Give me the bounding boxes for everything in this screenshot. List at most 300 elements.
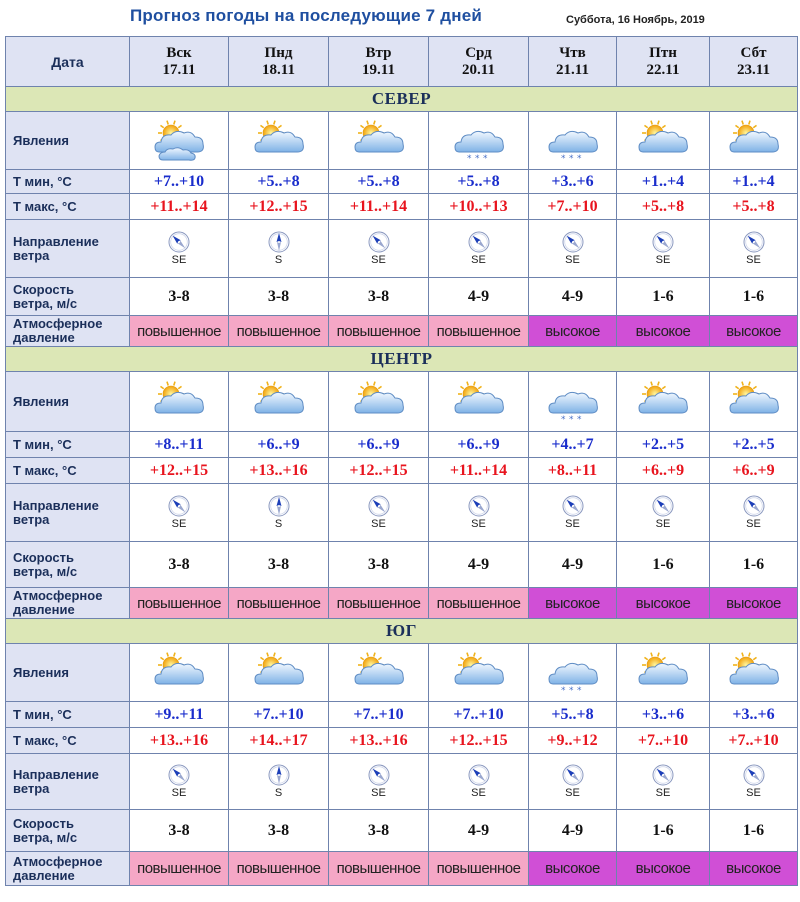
wind-speed-label [6, 810, 130, 852]
phenomena-cell [529, 112, 617, 170]
tmax-row [6, 194, 798, 220]
tmax-value: +12..+15 [429, 728, 529, 754]
day-date: 23.11 [737, 61, 770, 78]
wind-direction-value: SE [565, 787, 580, 799]
wind-direction-label [6, 220, 130, 278]
wind-compass-icon [168, 231, 190, 253]
pressure-value: повышенное [130, 588, 229, 619]
wind-direction-value: SE [471, 254, 486, 266]
wind-direction-box [429, 231, 528, 266]
wind-direction-box [130, 495, 228, 530]
wind-direction-value: SE [655, 787, 671, 799]
wind-direction-box [329, 495, 428, 530]
wind-direction-box [529, 764, 616, 799]
region-row [6, 87, 798, 112]
phenomena-row [6, 644, 798, 702]
wind-speed-value: 1-6 [617, 810, 710, 852]
sun-cloud-icon [724, 379, 784, 425]
phenomena-row [6, 112, 798, 170]
wind-compass-icon [468, 231, 490, 253]
tmax-value: +7..+10 [710, 728, 798, 754]
wind-speed-value: 4-9 [529, 542, 617, 588]
pressure-label-text: давление [13, 330, 75, 345]
tmin-label [6, 702, 130, 728]
svg-text:*: * [568, 414, 573, 425]
wind-direction-cell [710, 484, 798, 542]
tmin-value: +9..+11 [130, 702, 229, 728]
tmin-row [6, 432, 798, 458]
phenomena-cell [710, 644, 798, 702]
phenomena-cell [229, 644, 329, 702]
wind-direction-label [6, 754, 130, 810]
wind-direction-cell [130, 220, 229, 278]
phenomena-cell [429, 644, 529, 702]
wind-speed-value: 4-9 [429, 542, 529, 588]
wind-direction-value: SE [746, 254, 761, 266]
wind-speed-value: 1-6 [617, 278, 710, 316]
wind-direction-row [6, 754, 798, 810]
header-row [6, 37, 798, 87]
tmax-label [6, 728, 130, 754]
phenomena-label [6, 644, 130, 702]
wind-direction-cell [229, 220, 329, 278]
pressure-value: повышенное [329, 588, 429, 619]
wind-speed-value: 4-9 [429, 810, 529, 852]
svg-text:*: * [576, 685, 581, 696]
wind-direction-cell [229, 484, 329, 542]
tmax-value: +13..+16 [329, 728, 429, 754]
phenomena-cell [429, 112, 529, 170]
tmax-label [6, 194, 130, 220]
wind-speed-value: 3-8 [229, 542, 329, 588]
wind-speed-value: 3-8 [229, 278, 329, 316]
wind-direction-value: SE [565, 518, 580, 530]
wind-speed-value: 1-6 [710, 542, 798, 588]
cloud-snow-icon [449, 118, 509, 164]
phenomena-cell [130, 372, 229, 432]
day-header [229, 37, 329, 87]
cloud-snow-icon [543, 650, 603, 696]
wind-direction-value: SE [171, 518, 187, 530]
pressure-label [6, 316, 130, 347]
pressure-value: повышенное [229, 316, 329, 347]
pressure-value: повышенное [429, 316, 529, 347]
tmin-value: +7..+10 [329, 702, 429, 728]
sun-cloud-icon [349, 118, 409, 164]
pressure-label-text: Атмосферное [13, 316, 103, 331]
tmax-value: +9..+12 [529, 728, 617, 754]
pressure-value: высокое [710, 852, 798, 886]
wind-direction-box [710, 764, 797, 799]
wind-direction-box [329, 764, 428, 799]
sun-cloud-icon [724, 118, 784, 164]
wind-compass-icon [468, 764, 490, 786]
wind-speed-label-text: ветра, м/с [13, 295, 78, 311]
tmin-value: +6..+9 [329, 432, 429, 458]
tmin-value: +6..+9 [429, 432, 529, 458]
sun-cloud-icon [633, 379, 693, 425]
sun-cloud-icon [149, 650, 209, 696]
tmin-value: +1..+4 [617, 170, 710, 194]
phenomena-cell [329, 112, 429, 170]
wind-direction-value: SE [655, 518, 671, 530]
tmax-row [6, 458, 798, 484]
wind-speed-row [6, 542, 798, 588]
pressure-value: повышенное [329, 316, 429, 347]
day-name: Сбт [740, 44, 767, 61]
wind-compass-icon [743, 495, 765, 517]
wind-direction-box [710, 495, 797, 530]
wind-direction-value: SE [371, 787, 386, 799]
day-date: 20.11 [462, 61, 495, 78]
wind-direction-cell [329, 220, 429, 278]
day-name: Птн [649, 44, 677, 61]
svg-text:*: * [576, 153, 581, 164]
tmax-value: +6..+9 [617, 458, 710, 484]
sun-cloud-icon [149, 379, 209, 425]
wind-speed-value: 3-8 [329, 810, 429, 852]
wind-speed-label [6, 278, 130, 316]
wind-direction-cell [617, 484, 710, 542]
sun-cloud-icon [633, 650, 693, 696]
wind-speed-value: 3-8 [130, 810, 229, 852]
wind-direction-value: SE [471, 518, 486, 530]
pressure-row [6, 852, 798, 886]
region-title: ЦЕНТР [6, 347, 798, 372]
pressure-value: высокое [617, 588, 710, 619]
tmax-value: +11..+14 [329, 194, 429, 220]
wind-speed-value: 3-8 [329, 542, 429, 588]
page-title: Прогноз погоды на последующие 7 дней [130, 6, 483, 25]
wind-direction-cell [429, 484, 529, 542]
wind-direction-value: S [274, 518, 283, 530]
wind-direction-box [429, 495, 528, 530]
cloud-snow-icon [543, 379, 603, 425]
pressure-label-text: Атмосферное [13, 853, 103, 869]
wind-direction-label-text: ветра [13, 780, 50, 796]
wind-compass-icon [562, 231, 584, 253]
phenomena-label-text: Явления [13, 132, 69, 148]
wind-speed-value: 3-8 [130, 278, 229, 316]
phenomena-cell [710, 372, 798, 432]
tmax-value: +6..+9 [710, 458, 798, 484]
wind-direction-box [529, 495, 616, 530]
pressure-row [6, 316, 798, 347]
tmin-value: +5..+8 [229, 170, 329, 194]
wind-direction-label-text: Направление [13, 766, 99, 782]
svg-text:*: * [482, 153, 487, 164]
current-date: Суббота, 16 Ноябрь, 2019 [566, 14, 705, 26]
tmax-label-text: Т макс, °С [13, 732, 77, 748]
pressure-value: повышенное [130, 316, 229, 347]
tmin-value: +8..+11 [130, 432, 229, 458]
wind-direction-cell [329, 754, 429, 810]
wind-direction-box [617, 495, 709, 530]
wind-direction-value: S [274, 254, 283, 266]
wind-direction-cell [617, 220, 710, 278]
sun-cloud-heavy-icon [149, 118, 209, 164]
wind-direction-label-text: Направление [13, 233, 99, 249]
wind-direction-cell [710, 220, 798, 278]
wind-speed-label-text: Скорость [13, 549, 74, 565]
wind-direction-box [617, 231, 709, 266]
wind-compass-icon [652, 764, 674, 786]
phenomena-cell [617, 112, 710, 170]
wind-direction-value: SE [746, 787, 761, 799]
tmax-value: +8..+11 [529, 458, 617, 484]
pressure-value: повышенное [130, 852, 229, 886]
wind-direction-value: S [274, 787, 283, 799]
tmax-value: +12..+15 [130, 458, 229, 484]
svg-text:*: * [568, 153, 573, 164]
tmax-label-text: Т макс, °С [13, 462, 77, 478]
phenomena-cell [429, 372, 529, 432]
tmax-value: +5..+8 [710, 194, 798, 220]
phenomena-cell [229, 372, 329, 432]
tmax-value: +11..+14 [130, 194, 229, 220]
region-title: ЮГ [6, 619, 798, 644]
wind-direction-box [329, 231, 428, 266]
sun-cloud-icon [449, 650, 509, 696]
cloud-snow-icon [543, 118, 603, 164]
wind-compass-icon [368, 231, 390, 253]
svg-text:*: * [576, 414, 581, 425]
wind-direction-box [229, 495, 328, 530]
wind-direction-value: SE [171, 254, 187, 266]
wind-direction-cell [529, 484, 617, 542]
tmin-value: +3..+6 [617, 702, 710, 728]
day-name: Вск [166, 44, 192, 61]
tmin-value: +5..+8 [329, 170, 429, 194]
wind-speed-label [6, 542, 130, 588]
wind-direction-box [710, 231, 797, 266]
pressure-value: высокое [529, 316, 617, 347]
tmax-label [6, 458, 130, 484]
day-header [429, 37, 529, 87]
pressure-value: высокое [529, 852, 617, 886]
pressure-value: повышенное [429, 852, 529, 886]
wind-direction-cell [529, 754, 617, 810]
tmin-value: +3..+6 [710, 702, 798, 728]
pressure-value: высокое [617, 852, 710, 886]
tmin-value: +5..+8 [429, 170, 529, 194]
phenomena-row [6, 372, 798, 432]
wind-direction-cell [529, 220, 617, 278]
wind-speed-label-text: ветра, м/с [13, 563, 78, 579]
sun-cloud-icon [249, 379, 309, 425]
phenomena-label-text: Явления [13, 393, 69, 409]
tmin-label [6, 170, 130, 194]
tmax-value: +13..+16 [229, 458, 329, 484]
forecast-table [5, 36, 798, 886]
date-header-label: Дата [6, 37, 130, 87]
day-header [617, 37, 710, 87]
day-name: Срд [465, 44, 492, 61]
svg-text:*: * [568, 685, 573, 696]
day-name: Чтв [559, 44, 586, 61]
tmax-value: +7..+10 [529, 194, 617, 220]
sun-cloud-icon [724, 650, 784, 696]
wind-speed-value: 1-6 [710, 278, 798, 316]
wind-direction-value: SE [371, 254, 386, 266]
tmin-label-text: Т мин, °С [13, 173, 72, 189]
phenomena-label [6, 112, 130, 170]
wind-direction-label-text: ветра [13, 247, 50, 263]
wind-direction-value: SE [655, 254, 671, 266]
phenomena-cell [329, 372, 429, 432]
wind-direction-row [6, 484, 798, 542]
day-date: 21.11 [556, 61, 589, 78]
tmax-row [6, 728, 798, 754]
wind-direction-cell [617, 754, 710, 810]
region-row [6, 347, 798, 372]
day-name: Пнд [264, 44, 293, 61]
wind-compass-icon [268, 231, 290, 253]
pressure-value: повышенное [429, 588, 529, 619]
pressure-value: высокое [710, 588, 798, 619]
sun-cloud-icon [633, 118, 693, 164]
phenomena-cell [329, 644, 429, 702]
wind-direction-label-text: ветра [13, 511, 50, 527]
svg-text:*: * [466, 153, 471, 164]
wind-speed-label-text: Скорость [13, 815, 74, 831]
tmax-value: +10..+13 [429, 194, 529, 220]
wind-speed-value: 4-9 [529, 810, 617, 852]
pressure-value: высокое [529, 588, 617, 619]
wind-compass-icon [562, 764, 584, 786]
wind-speed-value: 3-8 [329, 278, 429, 316]
svg-text:*: * [560, 685, 565, 696]
tmax-value: +13..+16 [130, 728, 229, 754]
wind-speed-value: 4-9 [429, 278, 529, 316]
wind-direction-value: SE [171, 787, 187, 799]
day-header [710, 37, 798, 87]
tmin-row [6, 702, 798, 728]
wind-direction-cell [229, 754, 329, 810]
region-title: СЕВЕР [6, 87, 798, 112]
day-header [529, 37, 617, 87]
svg-text:*: * [560, 414, 565, 425]
phenomena-label [6, 372, 130, 432]
phenomena-cell [617, 644, 710, 702]
wind-speed-value: 1-6 [710, 810, 798, 852]
wind-direction-row [6, 220, 798, 278]
wind-speed-row [6, 810, 798, 852]
wind-direction-value: SE [565, 254, 580, 266]
tmin-row [6, 170, 798, 194]
wind-direction-box [529, 231, 616, 266]
tmin-value: +6..+9 [229, 432, 329, 458]
wind-compass-icon [562, 495, 584, 517]
wind-speed-row [6, 278, 798, 316]
phenomena-cell [529, 372, 617, 432]
wind-compass-icon [743, 764, 765, 786]
wind-compass-icon [368, 764, 390, 786]
phenomena-cell [229, 112, 329, 170]
phenomena-cell [710, 112, 798, 170]
tmax-value: +11..+14 [429, 458, 529, 484]
tmin-value: +7..+10 [429, 702, 529, 728]
wind-direction-box [429, 764, 528, 799]
tmin-value: +5..+8 [529, 702, 617, 728]
pressure-value: высокое [617, 316, 710, 347]
sun-cloud-icon [249, 118, 309, 164]
svg-text:*: * [474, 153, 479, 164]
tmin-value: +3..+6 [529, 170, 617, 194]
tmax-value: +5..+8 [617, 194, 710, 220]
tmin-value: +4..+7 [529, 432, 617, 458]
wind-direction-cell [710, 754, 798, 810]
wind-direction-box [130, 231, 228, 266]
wind-speed-value: 1-6 [617, 542, 710, 588]
pressure-value: повышенное [229, 852, 329, 886]
tmax-label-text: Т макс, °С [13, 198, 77, 214]
wind-direction-cell [130, 484, 229, 542]
wind-direction-box [130, 764, 228, 799]
wind-speed-label-text: Скорость [13, 281, 74, 297]
day-name: Втр [365, 44, 392, 61]
region-row [6, 619, 798, 644]
day-date: 22.11 [646, 61, 680, 78]
wind-compass-icon [168, 764, 190, 786]
wind-direction-cell [130, 754, 229, 810]
wind-direction-label [6, 484, 130, 542]
pressure-row [6, 588, 798, 619]
wind-compass-icon [268, 495, 290, 517]
wind-direction-box [617, 764, 709, 799]
day-date: 17.11 [162, 61, 196, 78]
tmin-value: +1..+4 [710, 170, 798, 194]
wind-direction-value: SE [371, 518, 386, 530]
tmax-value: +12..+15 [329, 458, 429, 484]
pressure-label [6, 852, 130, 886]
tmax-value: +7..+10 [617, 728, 710, 754]
sun-cloud-icon [349, 379, 409, 425]
phenomena-cell [617, 372, 710, 432]
pressure-label-text: давление [13, 602, 75, 617]
wind-compass-icon [468, 495, 490, 517]
phenomena-cell [130, 644, 229, 702]
pressure-value: повышенное [229, 588, 329, 619]
tmin-value: +2..+5 [617, 432, 710, 458]
wind-compass-icon [652, 231, 674, 253]
pressure-label-text: Атмосферное [13, 588, 103, 603]
day-header [329, 37, 429, 87]
sun-cloud-icon [249, 650, 309, 696]
sun-cloud-icon [449, 379, 509, 425]
wind-direction-value: SE [746, 518, 761, 530]
tmin-label [6, 432, 130, 458]
wind-speed-value: 3-8 [229, 810, 329, 852]
wind-speed-value: 4-9 [529, 278, 617, 316]
tmin-label-text: Т мин, °С [13, 706, 72, 722]
wind-direction-cell [329, 484, 429, 542]
day-header [130, 37, 229, 87]
wind-direction-box [229, 764, 328, 799]
pressure-value: высокое [710, 316, 798, 347]
tmin-value: +7..+10 [130, 170, 229, 194]
pressure-value: повышенное [329, 852, 429, 886]
tmax-value: +12..+15 [229, 194, 329, 220]
day-date: 18.11 [262, 61, 295, 78]
phenomena-cell [529, 644, 617, 702]
phenomena-label-text: Явления [13, 664, 69, 680]
wind-speed-value: 3-8 [130, 542, 229, 588]
wind-direction-cell [429, 220, 529, 278]
wind-compass-icon [743, 231, 765, 253]
phenomena-cell [130, 112, 229, 170]
pressure-label-text: давление [13, 867, 75, 883]
